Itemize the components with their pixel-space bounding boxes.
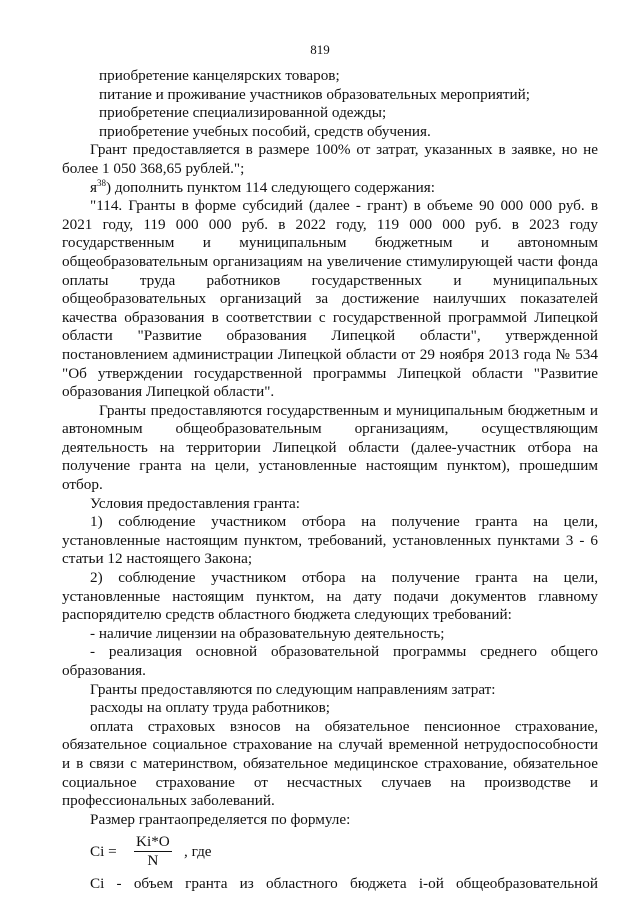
direction-1: расходы на оплату труда работников; (90, 699, 330, 717)
formula-denominator: N (147, 852, 159, 870)
direction-2: оплата страховых взносов на обязательное пенсионное страхование, обязательное социальное страхование на случай временной нетрудоспособности и в связи с материнством, обязательное медицинское страхование, обязательное социальное страхование от несчастных случаев на производстве и профессиональных заболеваний. (62, 717, 598, 810)
condition-1: 1) соблюдение участником отбора на получение гранта на цели, установленные настоящим пунктом, требований, установленных пунктами 3 - 6 статьи 12 настоящего Закона; (62, 513, 598, 568)
ci-definition: Ci - объем гранта из областного бюджета i-ой общеобразовательной (90, 875, 598, 893)
formula-numerator: Ki*O (136, 833, 170, 851)
recipients-paragraph: Гранты предоставляются государственным и муниципальным бюджетным и автономным общеобразовательным организациям, осуществляющим деятельность на территории Липецкой области (далее-участник отбора на получение гранта на цели, установленные настоящим пунктом), прошедшим отбор. (62, 401, 598, 494)
requirement-1: - наличие лицензии на образовательную деятельность; (90, 624, 445, 642)
amendment-text: ) дополнить пунктом 114 следующего содержания: (106, 178, 435, 196)
list-item: приобретение учебных пособий, средств обучения. (99, 122, 431, 140)
footnote-marker: 38 (97, 177, 106, 188)
amendment-letter: я (90, 178, 97, 196)
condition-2: 2) соблюдение участником отбора на получение гранта на цели, установленные настоящим пунктом, на дату подачи документов главному распорядителю средств областного бюджета следующих требований: (62, 569, 598, 624)
formula-fraction (134, 833, 172, 870)
list-item: приобретение канцелярских товаров; (99, 67, 340, 84)
requirement-2: - реализация основной образовательной программы среднего общего образования. (62, 643, 598, 679)
grant-size-paragraph: Грант предоставляется в размере 100% от затрат, указанных в заявке, но не более 1 050 368,65 рублей."; (62, 141, 598, 177)
formula-intro: Размер грантаопределяется по формуле: (90, 810, 351, 828)
formula-tail: , где (184, 843, 212, 861)
grant-formula (62, 829, 598, 875)
list-item: приобретение специализированной одежды; (99, 104, 387, 122)
paragraph-114: "114. Гранты в форме субсидий (далее - грант) в объеме 90 000 000 руб. в 2021 году, 119 000 000 руб. в 2022 году, 119 000 000 руб. в 2023 году государственным и муниципальным бюджетным и автономным общеобразовательным организациям на увеличение стимулирующей части фонда оплаты труда работников государственных и муниципальных общеобразовательных организаций за достижение наилучших показателей качества образования в соответствии с государственной программой Липецкой области "Развитие образования Липецкой области", утвержденной постановлением администрации Липецкой области от 29 ноября 2013 года № 534 "Об утверждении государственной программы Липецкой области "Развитие образования Липецкой области". (62, 197, 598, 401)
list-item: питание и проживание участников образовательных мероприятий; (99, 85, 530, 103)
conditions-heading: Условия предоставления гранта: (90, 494, 300, 512)
directions-heading: Гранты предоставляются по следующим направлениям затрат: (90, 680, 496, 698)
amendment-line (62, 179, 598, 198)
page-number: 819 (310, 42, 330, 57)
formula-lhs: Ci = (90, 843, 117, 861)
document-body (62, 67, 598, 894)
